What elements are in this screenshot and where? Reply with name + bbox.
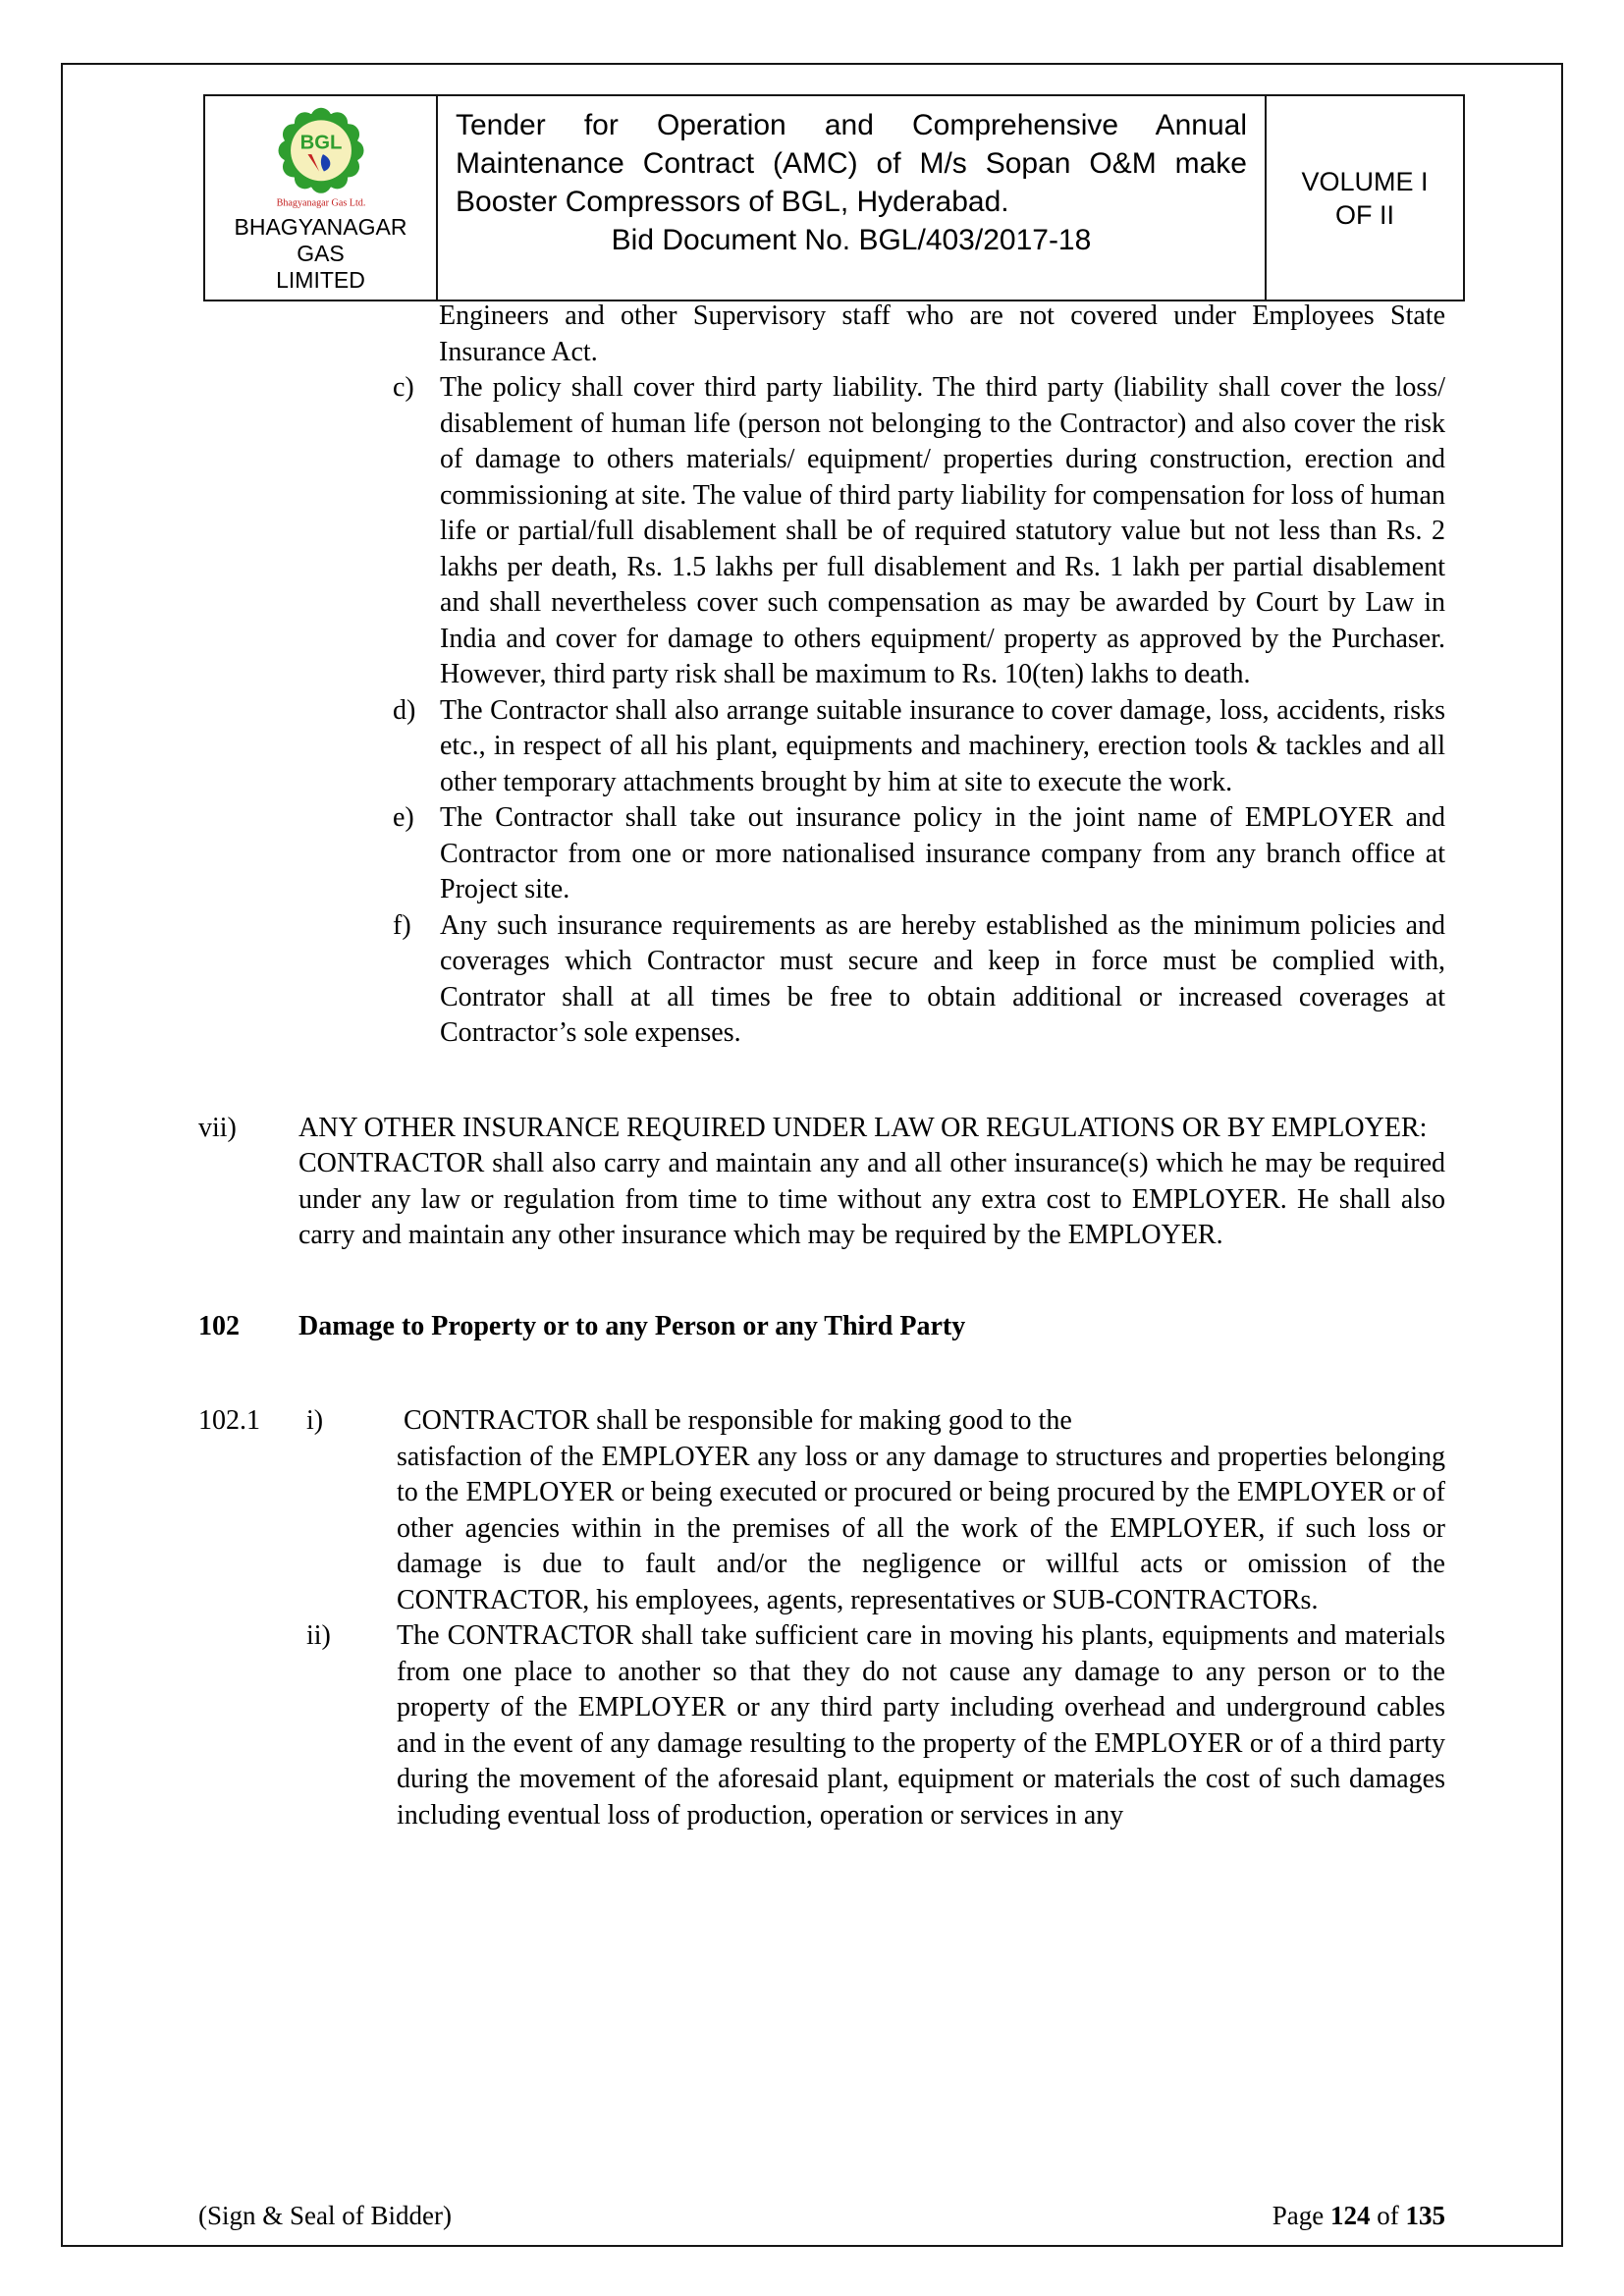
org-name (211, 214, 430, 294)
section-vii (198, 1111, 1445, 1254)
logo-acronym: BGL (299, 132, 342, 154)
sign-seal-note: (Sign & Seal of Bidder) (198, 2201, 452, 2230)
clause-e-text: The Contractor shall take out insurance policy in the joint name of EMPLOYER and Contractor from one or more nationalised insurance company from any branch office at Project site. (440, 802, 1445, 904)
clause-c (393, 370, 1445, 693)
item-i-label: i) (306, 1405, 324, 1436)
org-name-line1: BHAGYANAGAR GAS (234, 214, 407, 266)
section-102-1 (198, 1403, 1445, 1833)
header-table (203, 94, 1465, 301)
item-i-lead-line: CONTRACTOR shall be responsible for making good to the (397, 1405, 1072, 1436)
page-prefix: Page (1272, 2201, 1325, 2230)
section-vii-text: CONTRACTOR shall also carry and maintain any and all other insurance(s) which he may be required under any law or regulation from time to time without any extra cost to EMPLOYER. He shall also carry and maintain any other insurance which may be required by the EMPLOYER. (298, 1148, 1445, 1250)
section-102-number: 102 (198, 1310, 240, 1341)
volume-line1: VOLUME I (1301, 166, 1429, 196)
section-vii-heading: ANY OTHER INSURANCE REQUIRED UNDER LAW OR REGULATIONS OR BY EMPLOYER: (298, 1112, 1428, 1143)
page-current: 124 (1330, 2201, 1371, 2230)
clause-c-label: c) (393, 372, 414, 403)
section-102-1-items (306, 1403, 1445, 1833)
clause-f (393, 908, 1445, 1052)
section-vii-label: vii) (198, 1112, 237, 1143)
item-i-text (397, 1403, 1445, 1618)
page-border (61, 63, 1563, 2247)
clause-f-text: Any such insurance requirements as are hereby established as the minimum policies and coverages which Contractor must secure and keep in force must be complied with, Contrator shall at all times be free to obtain additional or increased coverages at Contractor’s sole expenses. (440, 909, 1445, 1048)
volume-line2: OF II (1335, 199, 1394, 230)
section-102-heading (198, 1309, 1445, 1345)
item-i (306, 1403, 1445, 1618)
page-of: of (1377, 2201, 1399, 2230)
tender-title: Tender for Operation and Comprehensive Annual Maintenance Contract (AMC) of M/s Sopan O&M make Booster Compressors of BGL, Hyderabad. (456, 109, 1247, 218)
clause-c-text: The policy shall cover third party liability. The third party (liability shall cover the loss/ disablement of human life (person not belonging to the Contractor) and also cover the risk of damage to others materials/ equipment/ properties during construction, erection and commissioning at site. The value of third party liability for compensation for loss of human life or partial/full disablement shall be of required statutory value but not less than Rs. 2 lakhs per death, Rs. 1.5 lakhs per full disablement and Rs. 1 lakh per partial disablement and shall nevertheless cover such compensation as may be awarded by Court by Law in India and cover for damage to others equipment/ property as approved by the Purchaser. However, third party risk shall be maximum to Rs. 10(ten) lakhs to death. (440, 372, 1445, 689)
logo-cell (205, 96, 438, 300)
section-102-title: Damage to Property or to any Person or any Third Party (298, 1310, 966, 1341)
item-ii-text: The CONTRACTOR shall take sufficient care in moving his plants, equipments and materials from one place to another so that they do not cause any damage to any person or to the property of the EMPLOYER or any third party including overhead and underground cables and in the event of any damage resulting to the property of the EMPLOYER or of a third party during the movement of the aforesaid plant, equipment or materials the cost of such damages including eventual loss of production, operation or services in any (397, 1620, 1445, 1831)
bgl-logo-icon (264, 104, 378, 212)
title-cell (438, 96, 1267, 300)
document-body (198, 299, 1445, 1833)
page-footer (198, 2201, 1445, 2231)
org-name-line2: LIMITED (276, 267, 365, 293)
intro-paragraph: Engineers and other Supervisory staff who are not covered under Employees State Insurance Act. (439, 301, 1445, 367)
clause-d-label: d) (393, 694, 416, 726)
section-vii-body (298, 1111, 1445, 1254)
item-ii (306, 1618, 1445, 1833)
logo-tagline: Bhagyanagar Gas Ltd. (276, 197, 365, 209)
page-total: 135 (1405, 2201, 1445, 2230)
section-102-1-number: 102.1 (198, 1405, 260, 1436)
item-i-rest: satisfaction of the EMPLOYER any loss or any damage to structures and properties belonging to the EMPLOYER or being executed or procured or being procured by the EMPLOYER or of other agencies within in the premises of all the work of the EMPLOYER, if such loss or damage is due to fault and/or the negligence or willful acts or omission of the CONTRACTOR, his employees, agents, representatives or SUB-CONTRACTORs. (397, 1441, 1445, 1615)
bid-document-number: Bid Document No. BGL/403/2017-18 (611, 224, 1092, 256)
page-number (1272, 2201, 1445, 2231)
clause-e-label: e) (393, 802, 414, 833)
volume-cell (1267, 96, 1463, 300)
clause-d (393, 693, 1445, 801)
clause-f-label: f) (393, 909, 411, 941)
clause-d-text: The Contractor shall also arrange suitable insurance to cover damage, loss, accidents, risks etc., in respect of all his plant, equipments and machinery, erection tools & tackles and all other temporary attachments brought by him at site to execute the work. (440, 694, 1445, 797)
item-ii-label: ii) (306, 1620, 331, 1651)
clause-e (393, 800, 1445, 908)
